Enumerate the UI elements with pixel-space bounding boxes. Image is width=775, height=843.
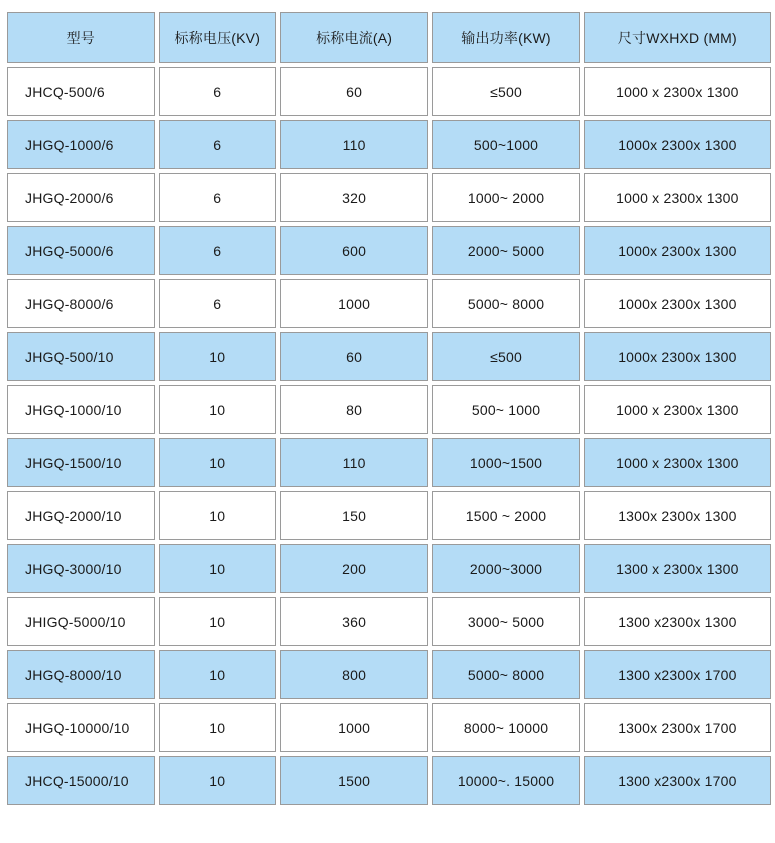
table-row	[7, 438, 771, 487]
cell-model: JHGQ-10000/10	[7, 703, 155, 752]
cell-current: 60	[280, 67, 428, 116]
table-row	[7, 597, 771, 646]
cell-power: ≤500	[432, 67, 580, 116]
cell-voltage: 10	[159, 332, 276, 381]
cell-voltage: 6	[159, 173, 276, 222]
cell-current: 1000	[280, 279, 428, 328]
cell-model: JHGQ-1000/10	[7, 385, 155, 434]
table-row	[7, 173, 771, 222]
cell-model: JHGQ-500/10	[7, 332, 155, 381]
cell-power: 2000~3000	[432, 544, 580, 593]
cell-voltage: 10	[159, 597, 276, 646]
cell-current: 110	[280, 120, 428, 169]
cell-size: 1000x 2300x 1300	[584, 279, 771, 328]
cell-model: JHGQ-1500/10	[7, 438, 155, 487]
cell-voltage: 6	[159, 279, 276, 328]
cell-model: JHCQ-15000/10	[7, 756, 155, 805]
cell-model: JHGQ-3000/10	[7, 544, 155, 593]
cell-current: 600	[280, 226, 428, 275]
cell-size: 1000x 2300x 1300	[584, 226, 771, 275]
cell-voltage: 6	[159, 120, 276, 169]
cell-voltage: 10	[159, 544, 276, 593]
cell-power: 10000~. 15000	[432, 756, 580, 805]
header-model: 型号	[7, 12, 155, 63]
cell-size: 1300 x 2300x 1300	[584, 544, 771, 593]
cell-model: JHGQ-8000/6	[7, 279, 155, 328]
cell-power: 1500 ~ 2000	[432, 491, 580, 540]
header-voltage: 标称电压(KV)	[159, 12, 276, 63]
cell-current: 800	[280, 650, 428, 699]
cell-voltage: 10	[159, 756, 276, 805]
cell-current: 200	[280, 544, 428, 593]
cell-power: 5000~ 8000	[432, 279, 580, 328]
cell-power: ≤500	[432, 332, 580, 381]
spec-table	[3, 8, 775, 809]
cell-power: 8000~ 10000	[432, 703, 580, 752]
table-row	[7, 756, 771, 805]
cell-power: 5000~ 8000	[432, 650, 580, 699]
cell-power: 2000~ 5000	[432, 226, 580, 275]
cell-size: 1000 x 2300x 1300	[584, 438, 771, 487]
cell-power: 500~ 1000	[432, 385, 580, 434]
cell-model: JHGQ-5000/6	[7, 226, 155, 275]
table-header-row	[7, 12, 771, 63]
cell-size: 1000x 2300x 1300	[584, 332, 771, 381]
cell-model: JHGQ-1000/6	[7, 120, 155, 169]
header-size: 尺寸WXHXD (MM)	[584, 12, 771, 63]
table-row	[7, 67, 771, 116]
cell-size: 1000 x 2300x 1300	[584, 173, 771, 222]
cell-current: 360	[280, 597, 428, 646]
table-row	[7, 491, 771, 540]
cell-voltage: 6	[159, 226, 276, 275]
cell-model: JHGQ-8000/10	[7, 650, 155, 699]
table-row	[7, 226, 771, 275]
cell-voltage: 6	[159, 67, 276, 116]
cell-voltage: 10	[159, 491, 276, 540]
table-row	[7, 385, 771, 434]
table-row	[7, 703, 771, 752]
cell-current: 60	[280, 332, 428, 381]
cell-power: 1000~ 2000	[432, 173, 580, 222]
cell-current: 1500	[280, 756, 428, 805]
cell-current: 110	[280, 438, 428, 487]
cell-voltage: 10	[159, 650, 276, 699]
cell-current: 1000	[280, 703, 428, 752]
table-row	[7, 279, 771, 328]
cell-current: 80	[280, 385, 428, 434]
cell-size: 1300 x2300x 1300	[584, 597, 771, 646]
header-current: 标称电流(A)	[280, 12, 428, 63]
cell-size: 1300 x2300x 1700	[584, 756, 771, 805]
cell-power: 3000~ 5000	[432, 597, 580, 646]
cell-model: JHCQ-500/6	[7, 67, 155, 116]
table-row	[7, 544, 771, 593]
header-power: 输出功率(KW)	[432, 12, 580, 63]
cell-size: 1300x 2300x 1700	[584, 703, 771, 752]
cell-current: 320	[280, 173, 428, 222]
cell-voltage: 10	[159, 438, 276, 487]
cell-size: 1300 x2300x 1700	[584, 650, 771, 699]
cell-model: JHGQ-2000/10	[7, 491, 155, 540]
table-row	[7, 332, 771, 381]
cell-size: 1300x 2300x 1300	[584, 491, 771, 540]
cell-voltage: 10	[159, 385, 276, 434]
table-row	[7, 650, 771, 699]
cell-voltage: 10	[159, 703, 276, 752]
cell-size: 1000x 2300x 1300	[584, 120, 771, 169]
cell-size: 1000 x 2300x 1300	[584, 385, 771, 434]
cell-power: 500~1000	[432, 120, 580, 169]
table-row	[7, 120, 771, 169]
cell-model: JHIGQ-5000/10	[7, 597, 155, 646]
cell-power: 1000~1500	[432, 438, 580, 487]
table-body	[7, 67, 771, 805]
cell-model: JHGQ-2000/6	[7, 173, 155, 222]
cell-size: 1000 x 2300x 1300	[584, 67, 771, 116]
cell-current: 150	[280, 491, 428, 540]
